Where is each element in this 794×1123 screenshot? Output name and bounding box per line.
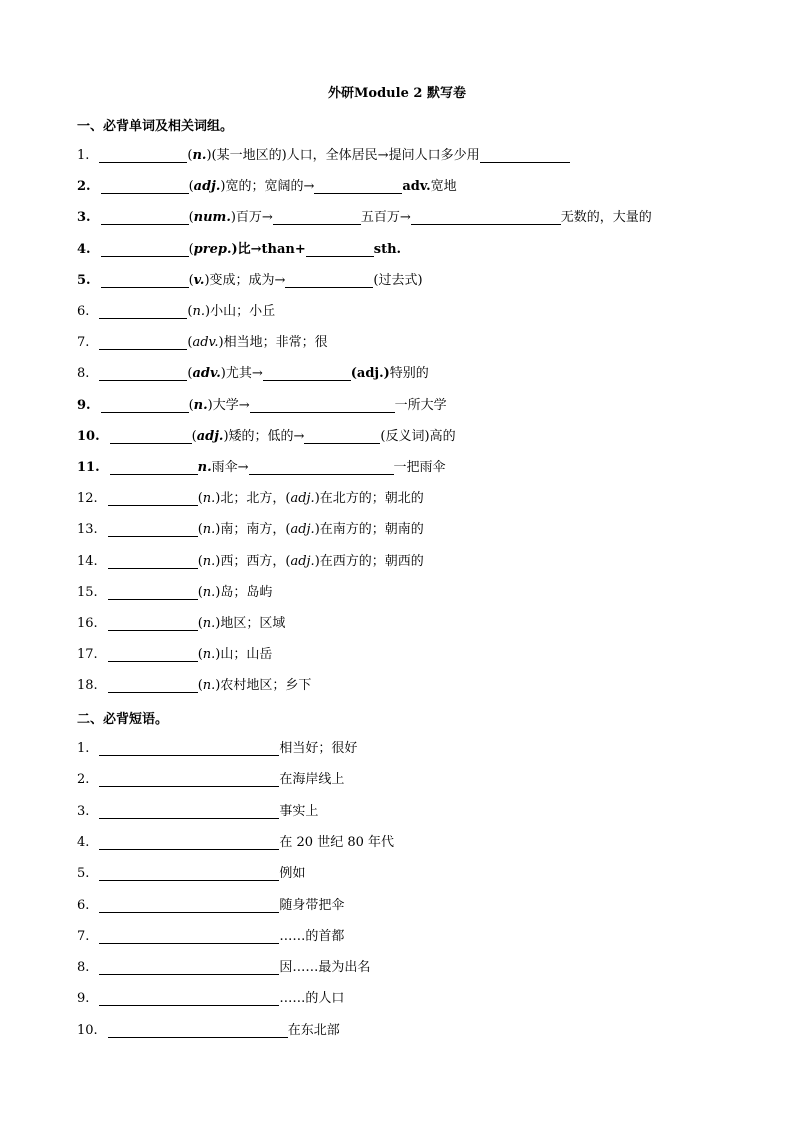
item-number: 17. [77, 647, 98, 663]
answer-blank[interactable] [99, 960, 279, 975]
answer-blank[interactable] [99, 304, 187, 319]
item-text: ( [197, 584, 203, 600]
item-text: n. [202, 522, 216, 538]
item-text: ( [188, 241, 194, 257]
answer-blank[interactable] [108, 616, 198, 631]
item-number: 8. [77, 960, 90, 976]
item-text: 事实上 [279, 803, 319, 819]
item-text: ( [187, 148, 193, 163]
item-text: sth. [373, 241, 402, 257]
item-text: ( [197, 647, 203, 663]
word-item [77, 393, 447, 413]
item-text: )尤其→ [220, 366, 263, 382]
word-item [77, 361, 429, 381]
answer-blank[interactable] [110, 429, 192, 444]
item-text: ( [197, 553, 203, 569]
item-text: 五百万→ [360, 210, 411, 226]
item-text: )大学→ [207, 397, 250, 413]
item-number: 18. [77, 678, 98, 694]
item-number: 8. [77, 366, 90, 382]
answer-blank[interactable] [99, 148, 187, 163]
word-item [77, 205, 652, 225]
item-text: )相当地；非常；很 [218, 335, 328, 351]
item-text: )百万→ [230, 210, 273, 226]
word-item [77, 611, 285, 631]
item-text: (反义词)高的 [380, 428, 456, 444]
item-text: )地区；区域 [215, 616, 286, 631]
item-text: n. [193, 397, 208, 413]
item-text: ( [187, 366, 193, 382]
item-number: 6. [77, 897, 90, 913]
answer-blank[interactable] [99, 929, 279, 944]
item-text: )岛；岛屿 [215, 584, 273, 600]
item-text: ( [191, 428, 197, 444]
item-number: 1. [77, 148, 90, 163]
phrase-item [77, 767, 344, 787]
item-text: ( [197, 522, 203, 538]
phrase-item [77, 893, 344, 913]
item-text: ……的首都 [279, 928, 345, 944]
item-text: 相当好；很好 [279, 741, 358, 756]
answer-blank[interactable] [263, 366, 351, 381]
phrase-item [77, 955, 370, 975]
item-text: ( [197, 616, 203, 631]
phrase-item [77, 799, 318, 819]
answer-blank[interactable] [99, 335, 187, 350]
item-text: n. [192, 304, 205, 319]
item-text: 特别的 [389, 366, 429, 382]
item-number: 13. [77, 522, 98, 538]
answer-blank[interactable] [108, 1023, 288, 1038]
item-text: )西；西方，( [215, 553, 291, 569]
item-text: )北；北方，( [215, 491, 291, 507]
answer-blank[interactable] [304, 429, 380, 444]
item-text: ……的人口 [279, 991, 345, 1007]
answer-blank[interactable] [108, 647, 198, 662]
item-text: ( [188, 210, 194, 226]
item-text: )(某一地区的)人口，全体居民→提问人口多少用 [206, 148, 480, 163]
section-heading-phrases: 二、必背短语。 [77, 712, 169, 727]
item-number: 11. [77, 460, 100, 475]
phrase-item [77, 830, 394, 850]
word-item [77, 174, 457, 194]
item-text: n. [202, 553, 216, 569]
item-number: 4. [77, 241, 91, 257]
item-text: n. [192, 148, 207, 163]
item-text: )山；山岳 [215, 647, 273, 663]
answer-blank[interactable] [101, 398, 189, 413]
item-text: adj. [290, 522, 315, 538]
phrase-item [77, 1018, 340, 1038]
item-number: 10. [77, 1022, 98, 1038]
item-number: 3. [77, 803, 90, 819]
item-text: n. [197, 460, 212, 475]
answer-blank[interactable] [99, 991, 279, 1006]
answer-blank[interactable] [108, 522, 198, 537]
answer-blank[interactable] [99, 804, 279, 819]
item-number: 5. [77, 272, 91, 288]
item-text: 一所大学 [394, 397, 447, 413]
answer-blank[interactable] [99, 866, 279, 881]
answer-blank[interactable] [99, 835, 279, 850]
item-text: v. [193, 272, 205, 288]
word-item [77, 424, 456, 444]
item-number: 7. [77, 928, 90, 944]
item-text: )南；南方，( [215, 522, 291, 538]
phrase-item [77, 861, 305, 881]
answer-blank[interactable] [285, 273, 373, 288]
word-item [77, 455, 446, 475]
answer-blank[interactable] [108, 678, 198, 693]
item-text: 在海岸线上 [279, 772, 345, 788]
item-text: )在南方的；朝南的 [314, 522, 424, 538]
item-text: adj. [196, 428, 224, 444]
answer-blank[interactable] [480, 148, 570, 163]
answer-blank[interactable] [306, 242, 374, 257]
item-text: n. [202, 616, 216, 631]
answer-blank[interactable] [108, 554, 198, 569]
answer-blank[interactable] [273, 210, 361, 225]
item-text: 随身带把伞 [279, 897, 345, 913]
answer-blank[interactable] [314, 179, 402, 194]
item-text: 雨伞→ [211, 460, 249, 475]
answer-blank[interactable] [101, 210, 189, 225]
item-text: )变成；成为→ [204, 272, 286, 288]
item-text: ( [188, 272, 194, 288]
item-number: 10. [77, 428, 100, 444]
item-number: 3. [77, 210, 91, 226]
answer-blank[interactable] [101, 179, 189, 194]
item-text: 例如 [279, 866, 306, 882]
item-number: 6. [77, 304, 90, 319]
word-item [77, 580, 272, 600]
answer-blank[interactable] [99, 741, 279, 756]
word-item [77, 143, 570, 163]
word-item [77, 673, 311, 693]
item-text: prep. [193, 241, 232, 257]
item-number: 9. [77, 397, 91, 413]
item-text: 因……最为出名 [279, 960, 371, 976]
item-text: 在东北部 [287, 1022, 340, 1038]
item-text: )在西方的；朝西的 [314, 553, 424, 569]
item-text: 一把雨伞 [393, 460, 446, 475]
item-text: adv. [192, 366, 221, 382]
item-number: 2. [77, 772, 90, 788]
item-text: n. [202, 491, 216, 507]
item-text: 宽地 [430, 179, 457, 195]
word-item [77, 299, 275, 319]
item-text: )农村地区；乡下 [215, 678, 312, 694]
item-text: adj. [193, 179, 221, 195]
answer-blank[interactable] [108, 585, 198, 600]
word-item [77, 237, 401, 257]
item-number: 16. [77, 616, 98, 631]
item-text: 无数的，大量的 [560, 210, 652, 226]
item-text: adj. [290, 491, 315, 507]
answer-blank[interactable] [101, 273, 189, 288]
item-text: n. [202, 647, 216, 663]
item-text: ( [197, 491, 203, 507]
word-item [77, 268, 423, 288]
item-text: )小山；小丘 [205, 304, 276, 319]
answer-blank[interactable] [108, 491, 198, 506]
item-number: 2. [77, 179, 91, 195]
item-number: 12. [77, 491, 98, 507]
item-text: )比→than+ [231, 241, 306, 257]
item-text: ( [188, 397, 194, 413]
item-number: 9. [77, 991, 90, 1007]
item-text: n. [202, 584, 216, 600]
answer-blank[interactable] [249, 460, 394, 475]
answer-blank[interactable] [99, 366, 187, 381]
answer-blank[interactable] [99, 898, 279, 913]
answer-blank[interactable] [411, 210, 561, 225]
item-text: (过去式) [373, 272, 423, 288]
item-text: ( [197, 678, 203, 694]
word-item [77, 549, 424, 569]
item-text: ( [188, 179, 194, 195]
item-text: n. [202, 678, 216, 694]
item-text: )矮的；低的→ [223, 428, 305, 444]
phrase-item [77, 736, 357, 756]
item-number: 1. [77, 741, 90, 756]
item-number: 5. [77, 866, 90, 882]
item-text: adv. [402, 179, 431, 195]
item-number: 7. [77, 335, 90, 351]
phrase-item [77, 924, 344, 944]
word-item [77, 517, 424, 537]
answer-blank[interactable] [101, 242, 189, 257]
answer-blank[interactable] [250, 398, 395, 413]
item-text: )宽的；宽阔的→ [220, 179, 315, 195]
word-item [77, 642, 272, 662]
item-text: ( [187, 304, 193, 319]
item-number: 15. [77, 584, 98, 600]
section-heading-words: 一、必背单词及相关词组。 [77, 119, 234, 134]
item-text: (adj.) [350, 366, 390, 382]
page-title: 外研Module 2 默写卷 [328, 86, 466, 101]
item-number: 14. [77, 553, 98, 569]
word-item [77, 330, 328, 350]
item-text: ( [187, 335, 193, 351]
word-item [77, 486, 424, 506]
phrase-item [77, 986, 344, 1006]
item-text: adj. [290, 553, 315, 569]
item-number: 4. [77, 834, 90, 850]
item-text: 在 20 世纪 80 年代 [279, 834, 395, 850]
item-text: )在北方的；朝北的 [314, 491, 424, 507]
answer-blank[interactable] [99, 772, 279, 787]
item-text: num. [193, 210, 231, 226]
answer-blank[interactable] [110, 460, 198, 475]
item-text: adv. [192, 335, 219, 351]
